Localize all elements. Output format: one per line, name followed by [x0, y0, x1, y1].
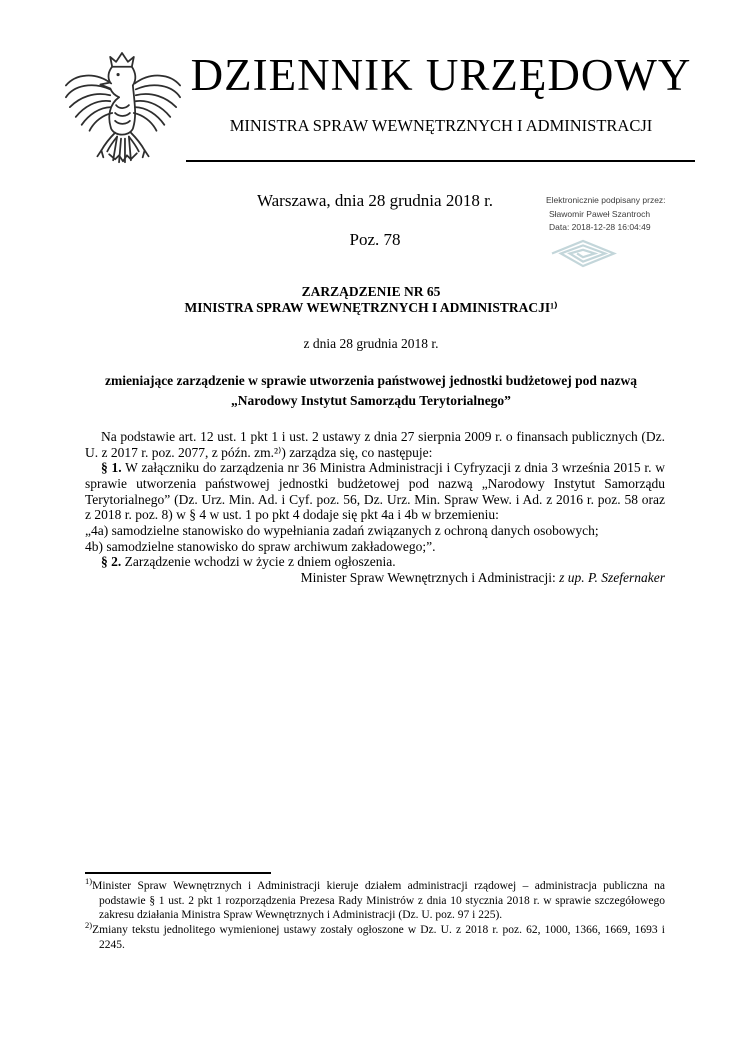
signature-title: Minister Spraw Wewnętrznych i Administracji: [300, 569, 560, 585]
quoted-point-4b: 4b) samodzielne stanowisko do spraw archiwum zakładowego;”. [85, 538, 436, 554]
position-number: Poz. 78 [349, 230, 401, 249]
footnote-1 [85, 876, 665, 923]
gazette-subtitle: MINISTRA SPRAW WEWNĘTRZNYCH I ADMINISTRACJI [229, 116, 653, 136]
footnote-1-text: Minister Spraw Wewnętrznych i Administracji kieruje działem administracji rządowej – administracja publiczna na podstawie § 1 ust. 2 pkt 1 rozporządzenia Prezesa Rady Ministrów z dnia 10 stycznia 2018 r. w sprawie szczegółowego zakresu działania Ministra Spraw Wewnętrznych i Administracji (Dz. U. poz. 97 i 225). [92, 880, 665, 922]
esignature-date: Data: 2018-12-28 16:04:49 [549, 222, 651, 233]
act-body [85, 429, 665, 586]
act-subject: zmieniające zarządzenie w sprawie utworzenia państwowej jednostki budżetowej pod nazwą „Narodowy Instytut Samorządu Terytorialnego” [104, 372, 638, 409]
footnote-1-marker: 1) [85, 876, 93, 887]
quoted-point-4a: „4a) samodzielne stanowisko do wypełniania zadań związanych z ochroną danych osobowych; [85, 522, 599, 538]
footnote-2-text: Zmiany tekstu jednolitego wymienionej ustawy zostały ogłoszone w Dz. U. z 2018 r. poz. 62, 1000, 1366, 1669, 1693 i 2245. [92, 924, 665, 951]
signature-line [85, 570, 665, 586]
act-heading [78, 284, 664, 411]
section-2-text: Zarządzenie wchodzi w życie z dniem ogłoszenia. [121, 554, 396, 570]
section-1-text: W załączniku do zarządzenia nr 36 Ministra Administracji i Cyfryzacji z dnia 3 września 2015 r. w sprawie utworzenia państwowej jednostki budżetowej pod nazwą „Narodowy Instytut Samorządu Terytorialnego” (Dz. Urz. Min. Ad. i Cyf. poz. 56, Dz. Urz. Min. Spraw Wew. i Ad. z 2016 r. poz. 58 oraz z 2018 r. poz. 8) w § 4 w ust. 1 po pkt 4 dodaje się pkt 4a i 4b w brzemieniu: [85, 460, 665, 523]
masthead-divider [186, 160, 695, 162]
esignature-diamond-logo-icon [546, 238, 620, 269]
esignature-signer: Sławomir Paweł Szantroch [549, 208, 651, 219]
act-minister-line: MINISTRA SPRAW WEWNĘTRZNYCH I ADMINISTRACJI¹⁾ [184, 299, 558, 315]
polish-eagle-emblem [60, 50, 186, 176]
section-1-symbol: § 1. [101, 460, 122, 476]
section-2-paragraph [85, 554, 665, 570]
section-2-symbol: § 2. [101, 554, 122, 570]
footnotes [85, 872, 665, 953]
masthead [186, 52, 696, 136]
footnote-separator [85, 872, 271, 874]
act-date-line: z dnia 28 grudnia 2018 r. [303, 335, 439, 351]
esignature-line1: Elektronicznie podpisany przez: [546, 195, 666, 205]
esignature-stamp [546, 194, 706, 269]
section-1-paragraph [85, 460, 665, 523]
place-date-line: Warszawa, dnia 28 grudnia 2018 r. [256, 191, 494, 210]
legal-basis-paragraph: Na podstawie art. 12 ust. 1 pkt 1 i ust. 2 ustawy z dnia 27 sierpnia 2009 r. o finansach publicznych (Dz. U. z 2017 r. poz. 2077, z późn. zm.²⁾) zarządza się, co następuje: [85, 429, 665, 460]
footnote-2 [85, 920, 665, 952]
act-number-line: ZARZĄDZENIE NR 65 [301, 284, 441, 299]
footnote-2-marker: 2) [85, 920, 93, 931]
signature-name: z up. P. Szefernaker [559, 569, 665, 585]
gazette-title: DZIENNIK URZĘDOWY [190, 50, 692, 100]
